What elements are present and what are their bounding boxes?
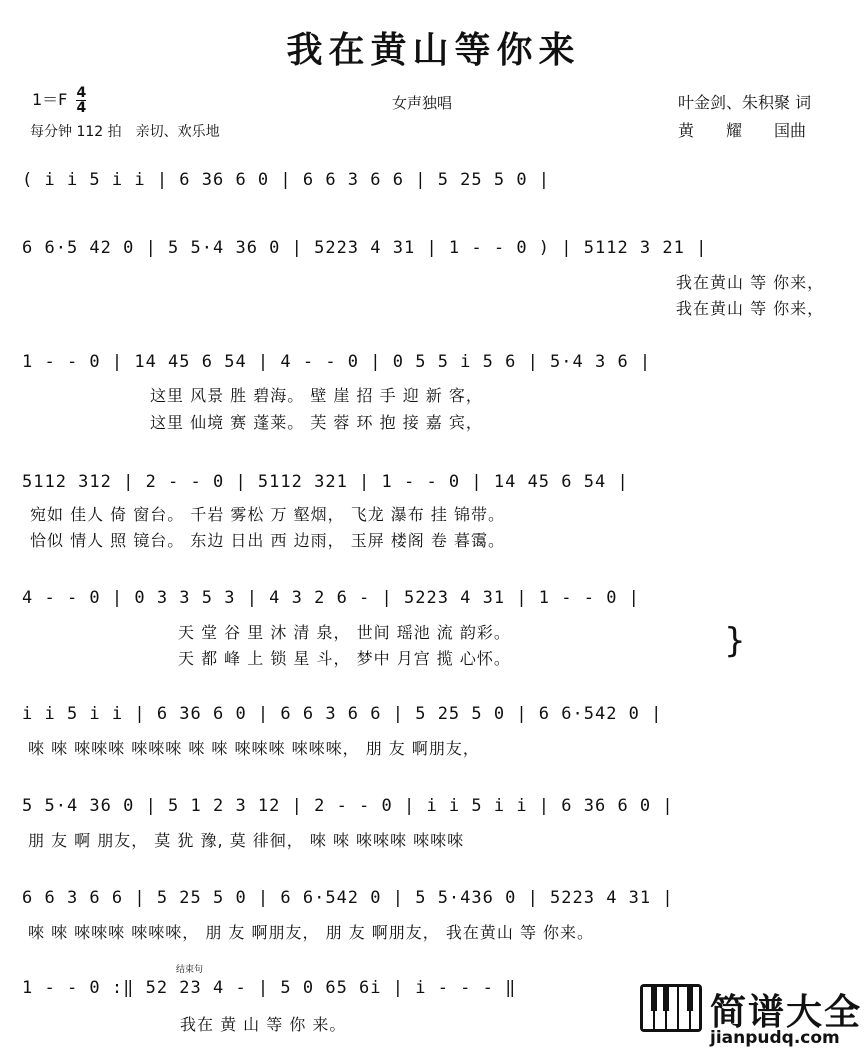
song-title: 我在黄山等你来 [286,29,581,71]
lyricist-credit: 叶金剑、朱积聚 词 [678,93,812,112]
notation-line-7: 5 5·4 36 0 | 5 1 2 3 12 | 2 - - 0 | i i 5 i i | 6 36 6 0 | [22,796,674,816]
genre-label: 女声独唱 [392,94,453,112]
notation-line-4: 5112 312 | 2 - - 0 | 5112 321 | 1 - - 0 | 14 45 6 54 | [22,472,629,492]
lyric-line-7: 朋 友 啊 朋友， 莫 犹 豫, 莫 徘徊， 唻 唻 唻唻唻 唻唻唻 [28,831,465,850]
notation-line-3: 1 - - 0 | 14 45 6 54 | 4 - - 0 | 0 5 5 i 5 6 | 5·4 3 6 | [22,352,652,372]
lyric-line-3b: 这里 仙境 赛 蓬莱。 芙 蓉 环 抱 接 嘉 宾， [150,413,483,432]
notation-line-1: ( i i 5 i i | 6 36 6 0 | 6 6 3 6 6 | 5 25 5 0 | [22,170,551,190]
lyric-line-8: 唻 唻 唻唻唻 唻唻唻， 朋 友 啊朋友， 朋 友 啊朋友， 我在黄山 等 你来。 [28,923,595,942]
logo-url: jianpudq.com [710,1028,840,1048]
piano-keys-icon [640,984,702,1032]
notation-line-6: i i 5 i i | 6 36 6 0 | 6 6 3 6 6 | 5 25 5 0 | 6 6·542 0 | [22,704,663,724]
repeat-brace: } [724,621,746,661]
lyric-line-2a: 我在黄山 等 你来， [676,273,825,292]
key-signature [32,86,86,115]
ending-tag: 结束句 [176,965,204,975]
composer-credit: 黄 耀 国曲 [678,121,807,140]
lyric-line-4a: 宛如 佳人 倚 窗台。 千岩 雾松 万 壑烟， 飞龙 瀑布 挂 锦带。 [30,505,505,524]
key-label: 1＝F [32,90,68,109]
lyric-line-3a: 这里 风景 胜 碧海。 壁 崖 招 手 迎 新 客， [150,386,483,405]
lyric-line-5b: 天 都 峰 上 锁 星 斗， 梦中 月宫 揽 心怀。 [178,649,511,668]
notation-line-9: 1 - - 0 :‖ 52 23 4 - | 5 0 65 6i | i - - - ‖ [22,978,517,998]
lyric-line-2b: 我在黄山 等 你来， [676,299,825,318]
notation-line-2: 6 6·5 42 0 | 5 5·4 36 0 | 5223 4 31 | 1 - - 0 ) | 5112 3 21 | [22,238,708,258]
notation-line-5: 4 - - 0 | 0 3 3 5 3 | 4 3 2 6 - | 5223 4 31 | 1 - - 0 | [22,588,640,608]
lyric-line-4b: 恰似 情人 照 镜台。 东边 日出 西 边雨， 玉屏 楼阁 卷 暮霭。 [30,531,505,550]
logo-name: 简谱大全 [710,992,863,1033]
lyric-line-9: 我在 黄 山 等 你 来。 [180,1015,347,1034]
lyric-line-5a: 天 堂 谷 里 沐 清 泉， 世间 瑶池 流 韵彩。 [178,623,511,642]
site-logo [640,984,865,1050]
time-signature: $\frac{4}{4}$ [76,85,87,116]
lyric-line-6: 唻 唻 唻唻唻 唻唻唻 唻 唻 唻唻唻 唻唻唻， 朋 友 啊朋友， [28,739,480,758]
tempo-marking: 每分钟 112 拍 亲切、欢乐地 [30,124,220,140]
notation-line-8: 6 6 3 6 6 | 5 25 5 0 | 6 6·542 0 | 5 5·436 0 | 5223 4 31 | [22,888,674,908]
